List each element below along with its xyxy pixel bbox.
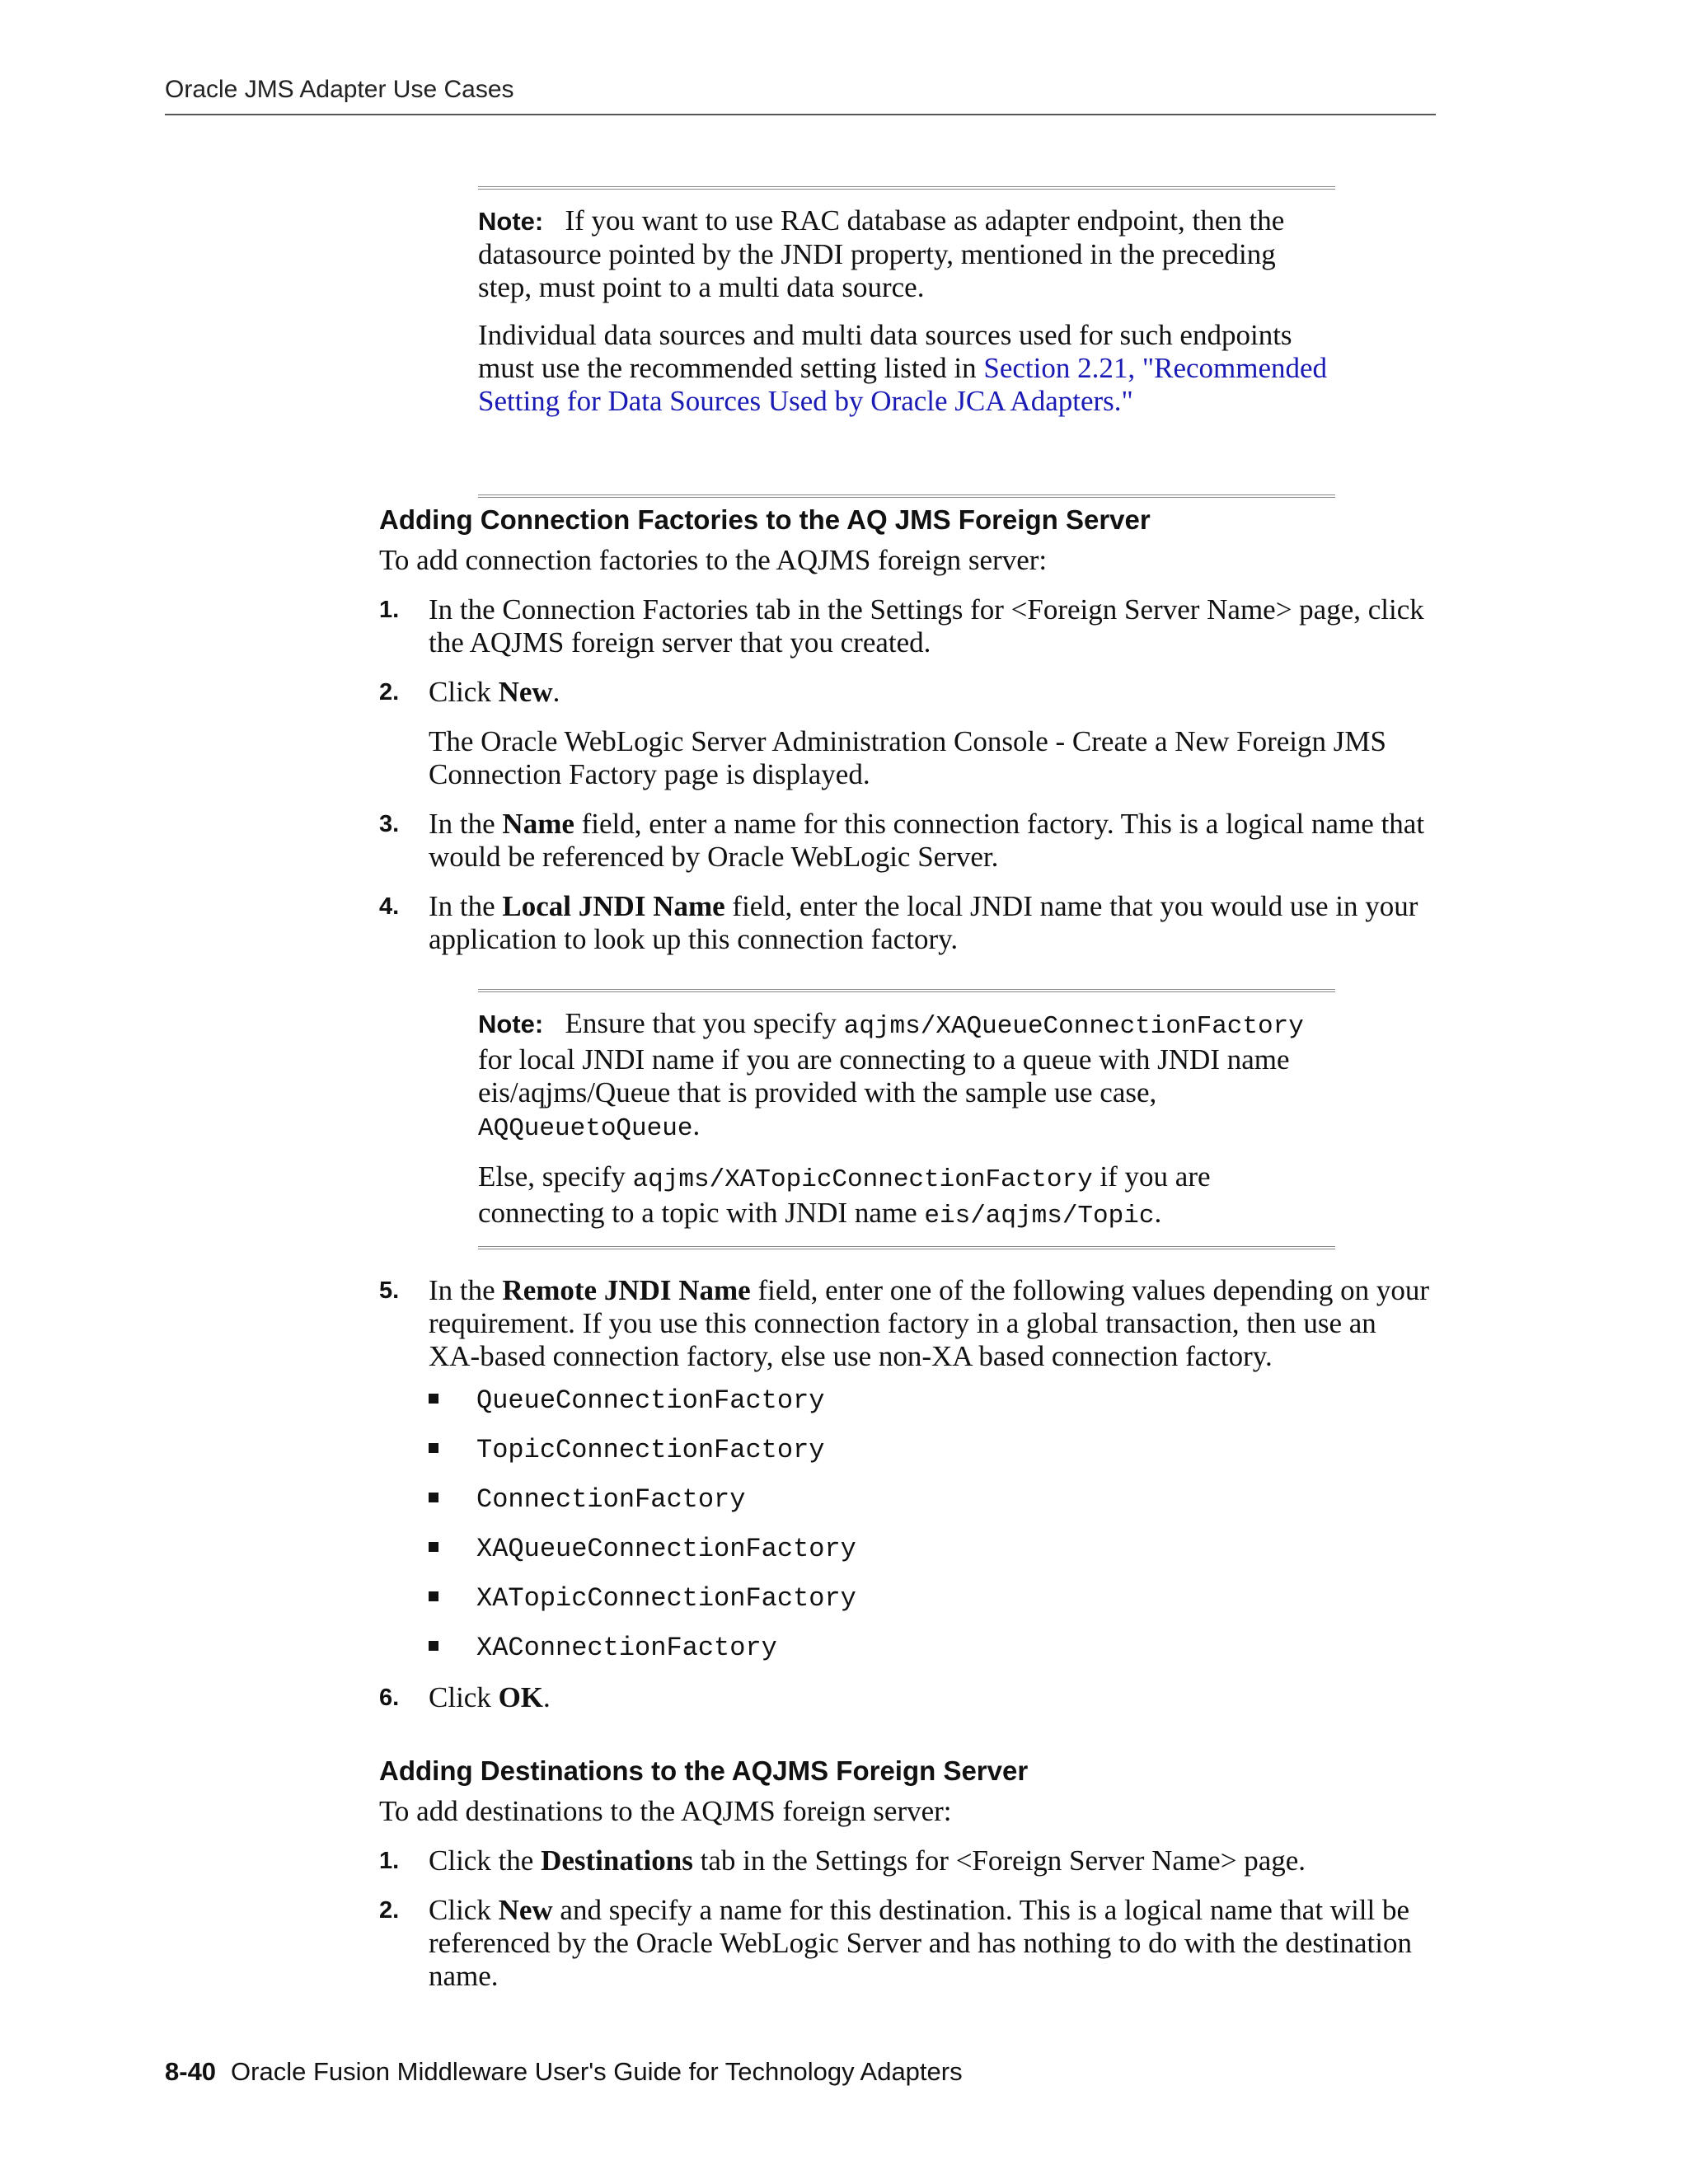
code-text: eis/aqjms/Topic — [924, 1202, 1155, 1230]
step-text: Click New and specify a name for this destination. This is a logical name that will be referenced by the Oracle WebLogic Server and has nothing to do with the destination name. — [429, 1894, 1412, 1992]
list-item — [379, 676, 1434, 709]
list-item: TopicConnectionFactory — [429, 1434, 824, 1467]
list-item — [379, 808, 1434, 874]
step-number: 1. — [379, 1848, 400, 1874]
note-paragraph — [478, 204, 1335, 304]
list-item: QueueConnectionFactory — [429, 1385, 824, 1418]
list-item — [379, 593, 1434, 659]
page-footer — [165, 2057, 963, 2087]
step-text: In the Name field, enter a name for this connection factory. This is a logical name that would be referenced by Oracle WebLogic Server. — [429, 808, 1425, 873]
bullet-square-icon — [429, 1394, 438, 1404]
note-label: Note: — [478, 1010, 544, 1038]
note-box-rac — [478, 186, 1335, 498]
note-text: Individual data sources and multi data sources used for such endpoints must use the recommended setting listed in — [478, 319, 1292, 384]
note-paragraph — [478, 319, 1335, 418]
code-text: aqjms/XAQueueConnectionFactory — [843, 1012, 1304, 1041]
list-item — [379, 1894, 1434, 1993]
running-header: Oracle JMS Adapter Use Cases — [165, 76, 514, 103]
note-label: Note: — [478, 207, 544, 236]
step-text: In the Remote JNDI Name field, enter one of the following values depending on your requirement. If you use this connection factory in a global transaction, then use an XA-based connection factory, else use non-XA based connection factory. — [429, 1274, 1429, 1372]
bullet-square-icon — [429, 1641, 438, 1651]
code-text: AQQueuetoQueue — [478, 1114, 693, 1143]
code-text: aqjms/XATopicConnectionFactory — [632, 1165, 1093, 1194]
section-intro: To add connection factories to the AQJMS foreign server: — [379, 544, 1048, 576]
step-number: 2. — [379, 1897, 400, 1924]
step-text: Click OK. — [429, 1681, 551, 1713]
step-description: The Oracle WebLogic Server Administration Console - Create a New Foreign JMS Connection Factory page is displayed. — [429, 725, 1386, 790]
section-heading-destinations: Adding Destinations to the AQJMS Foreign Server — [379, 1755, 1029, 1786]
note-paragraph: Else, specify aqjms/XATopicConnectionFactory if you are connecting to a topic with JNDI name eis/aqjms/Topic. — [478, 1160, 1211, 1230]
list-item — [379, 890, 1434, 956]
step-number: 1. — [379, 597, 400, 623]
list-item — [379, 1681, 1434, 1714]
list-item: XATopicConnectionFactory — [429, 1582, 856, 1615]
bullet-square-icon — [429, 1542, 438, 1552]
list-item — [379, 1274, 1434, 1373]
list-item: XAConnectionFactory — [429, 1632, 777, 1665]
note-paragraph: Note: Ensure that you specify aqjms/XAQueueConnectionFactory for local JNDI name if you are connecting to a queue with JNDI name eis/aqjms/Queue that is provided with the sample use case, AQQueuetoQueue. — [478, 1007, 1304, 1143]
step-text: Click New. — [429, 676, 560, 708]
bullet-square-icon — [429, 1443, 438, 1453]
step-text: Click the Destinations tab in the Settings for <Foreign Server Name> page. — [429, 1844, 1306, 1877]
note-text: If you want to use RAC database as adapter endpoint, then the datasource pointed by the JNDI property, mentioned in the preceding step, must point to a multi data source. — [478, 204, 1285, 303]
note-box-jndi — [478, 989, 1335, 1249]
step-number: 5. — [379, 1277, 400, 1304]
step-text: In the Connection Factories tab in the Settings for <Foreign Server Name> page, click the AQJMS foreign server that you created. — [429, 593, 1424, 658]
section-link[interactable]: Section 2.21, "Recommended Setting for Data Sources Used by Oracle JCA Adapters." — [478, 352, 1328, 417]
step-text: In the Local JNDI Name field, enter the local JNDI name that you would use in your application to look up this connection factory. — [429, 890, 1418, 955]
page-number: 8-40 — [165, 2057, 217, 2086]
header-rule — [165, 114, 1436, 115]
book-title: Oracle Fusion Middleware User's Guide for Technology Adapters — [231, 2057, 963, 2086]
bullet-square-icon — [429, 1591, 438, 1601]
bullet-square-icon — [429, 1493, 438, 1502]
step-number: 3. — [379, 811, 400, 837]
step-number: 2. — [379, 679, 400, 705]
section-heading-connection-factories: Adding Connection Factories to the AQ JMS Foreign Server — [379, 504, 1151, 535]
step-number: 4. — [379, 893, 400, 920]
step-number: 6. — [379, 1685, 400, 1711]
section-intro: To add destinations to the AQJMS foreign server: — [379, 1795, 952, 1827]
list-item: ConnectionFactory — [429, 1483, 745, 1516]
list-item: XAQueueConnectionFactory — [429, 1533, 856, 1566]
list-item — [379, 1844, 1434, 1877]
